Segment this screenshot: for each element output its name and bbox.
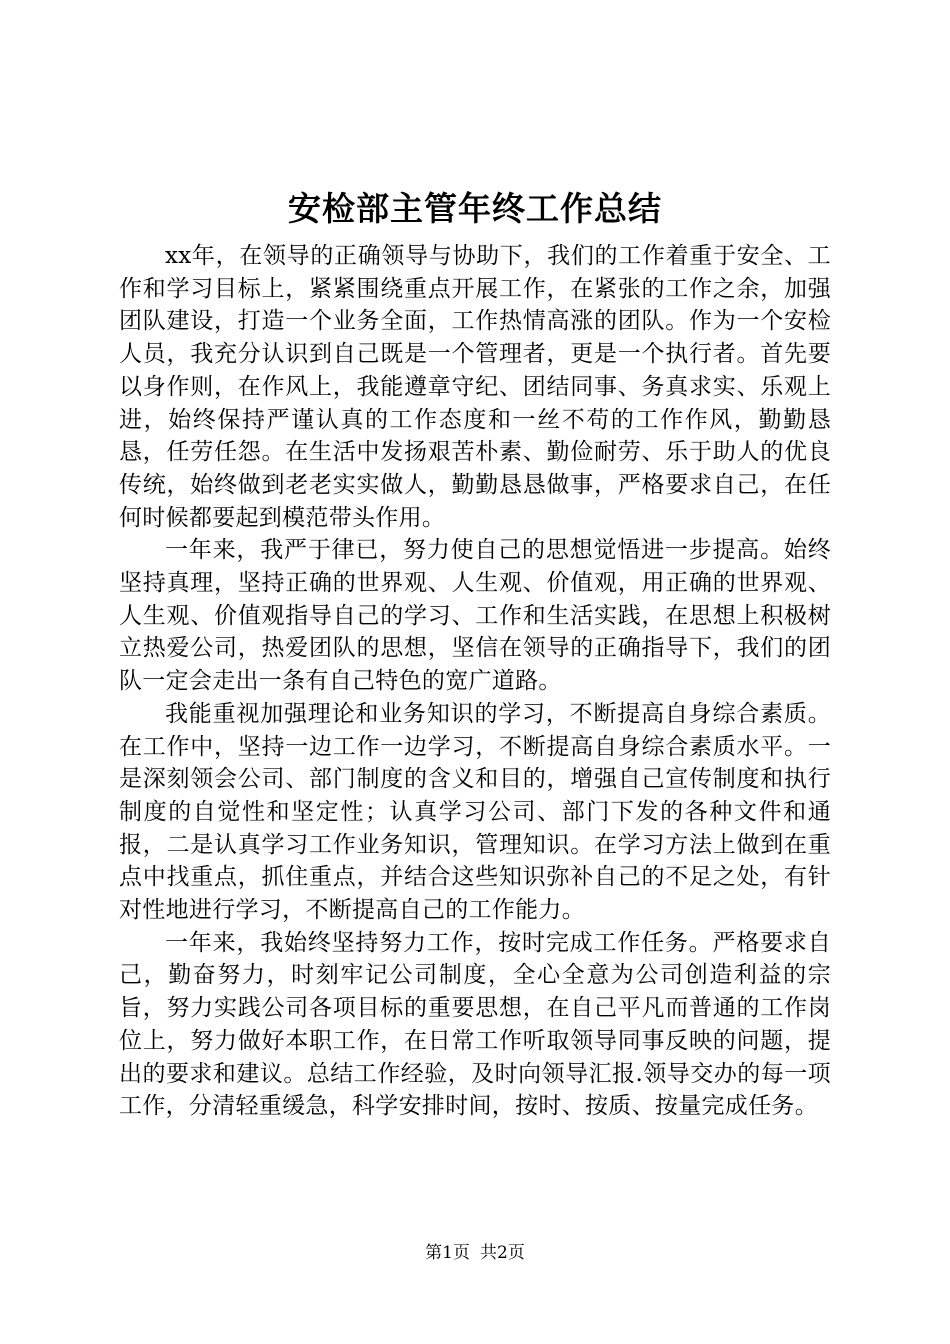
paragraph-1: xx年，在领导的正确领导与协助下，我们的工作着重于安全、工作和学习目标上，紧紧围绕重点开展工作，在紧张的工作之余，加强团队建设，打造一个业务全面，工作热情高涨的团队。作为一个安检人员，我充分认识到自己既是一个管理者，更是一个执行者。首先要以身作则，在作风上，我能遵章守纪、团结同事、务真求实、乐观上进，始终保持严谨认真的工作态度和一丝不苟的工作作风，勤勤恳恳，任劳任怨。在生活中发扬艰苦朴素、勤俭耐劳、乐于助人的优良传统，始终做到老老实实做人，勤勤恳恳做事，严格要求自己，在任何时候都要起到模范带头作用。 — [119, 243, 831, 531]
page-footer — [0, 1241, 950, 1265]
document-body — [119, 240, 831, 1123]
paragraph-3: 我能重视加强理论和业务知识的学习，不断提高自身综合素质。在工作中，坚持一边工作一边学习，不断提高自身综合素质水平。一是深刻领会公司、部门制度的含义和目的，增强自己宣传制度和执行制度的自觉性和坚定性；认真学习公司、部门下发的各种文件和通报，二是认真学习工作业务知识，管理知识。在学习方法上做到在重点中找重点，抓住重点，并结合这些知识弥补自己的不足之处，有针对性地进行学习，不断提高自己的工作能力。 — [119, 700, 831, 924]
document-title: 安检部主管年终工作总结 — [288, 189, 662, 228]
page-number-current: 第1页 — [425, 1243, 470, 1263]
paragraph-2: 一年来，我严于律已，努力使自己的思想觉悟进一步提高。始终坚持真理，坚持正确的世界观、人生观、价值观，用正确的世界观、人生观、价值观指导自己的学习、工作和生活实践，在思想上积极树立热爱公司，热爱团队的思想，坚信在领导的正确指导下，我们的团队一定会走出一条有自己特色的宽广道路。 — [119, 537, 831, 695]
page-number-total: 共2页 — [480, 1243, 525, 1263]
paragraph-4: 一年来，我始终坚持努力工作，按时完成工作任务。严格要求自己，勤奋努力，时刻牢记公司制度，全心全意为公司创造利益的宗旨，努力实践公司各项目标的重要思想，在自己平凡而普通的工作岗位上，努力做好本职工作，在日常工作听取领导同事反映的问题，提出的要求和建议。总结工作经验，及时向领导汇报.领导交办的每一项工作，分清轻重缓急，科学安排时间，按时、按质、按量完成任务。 — [119, 929, 831, 1120]
